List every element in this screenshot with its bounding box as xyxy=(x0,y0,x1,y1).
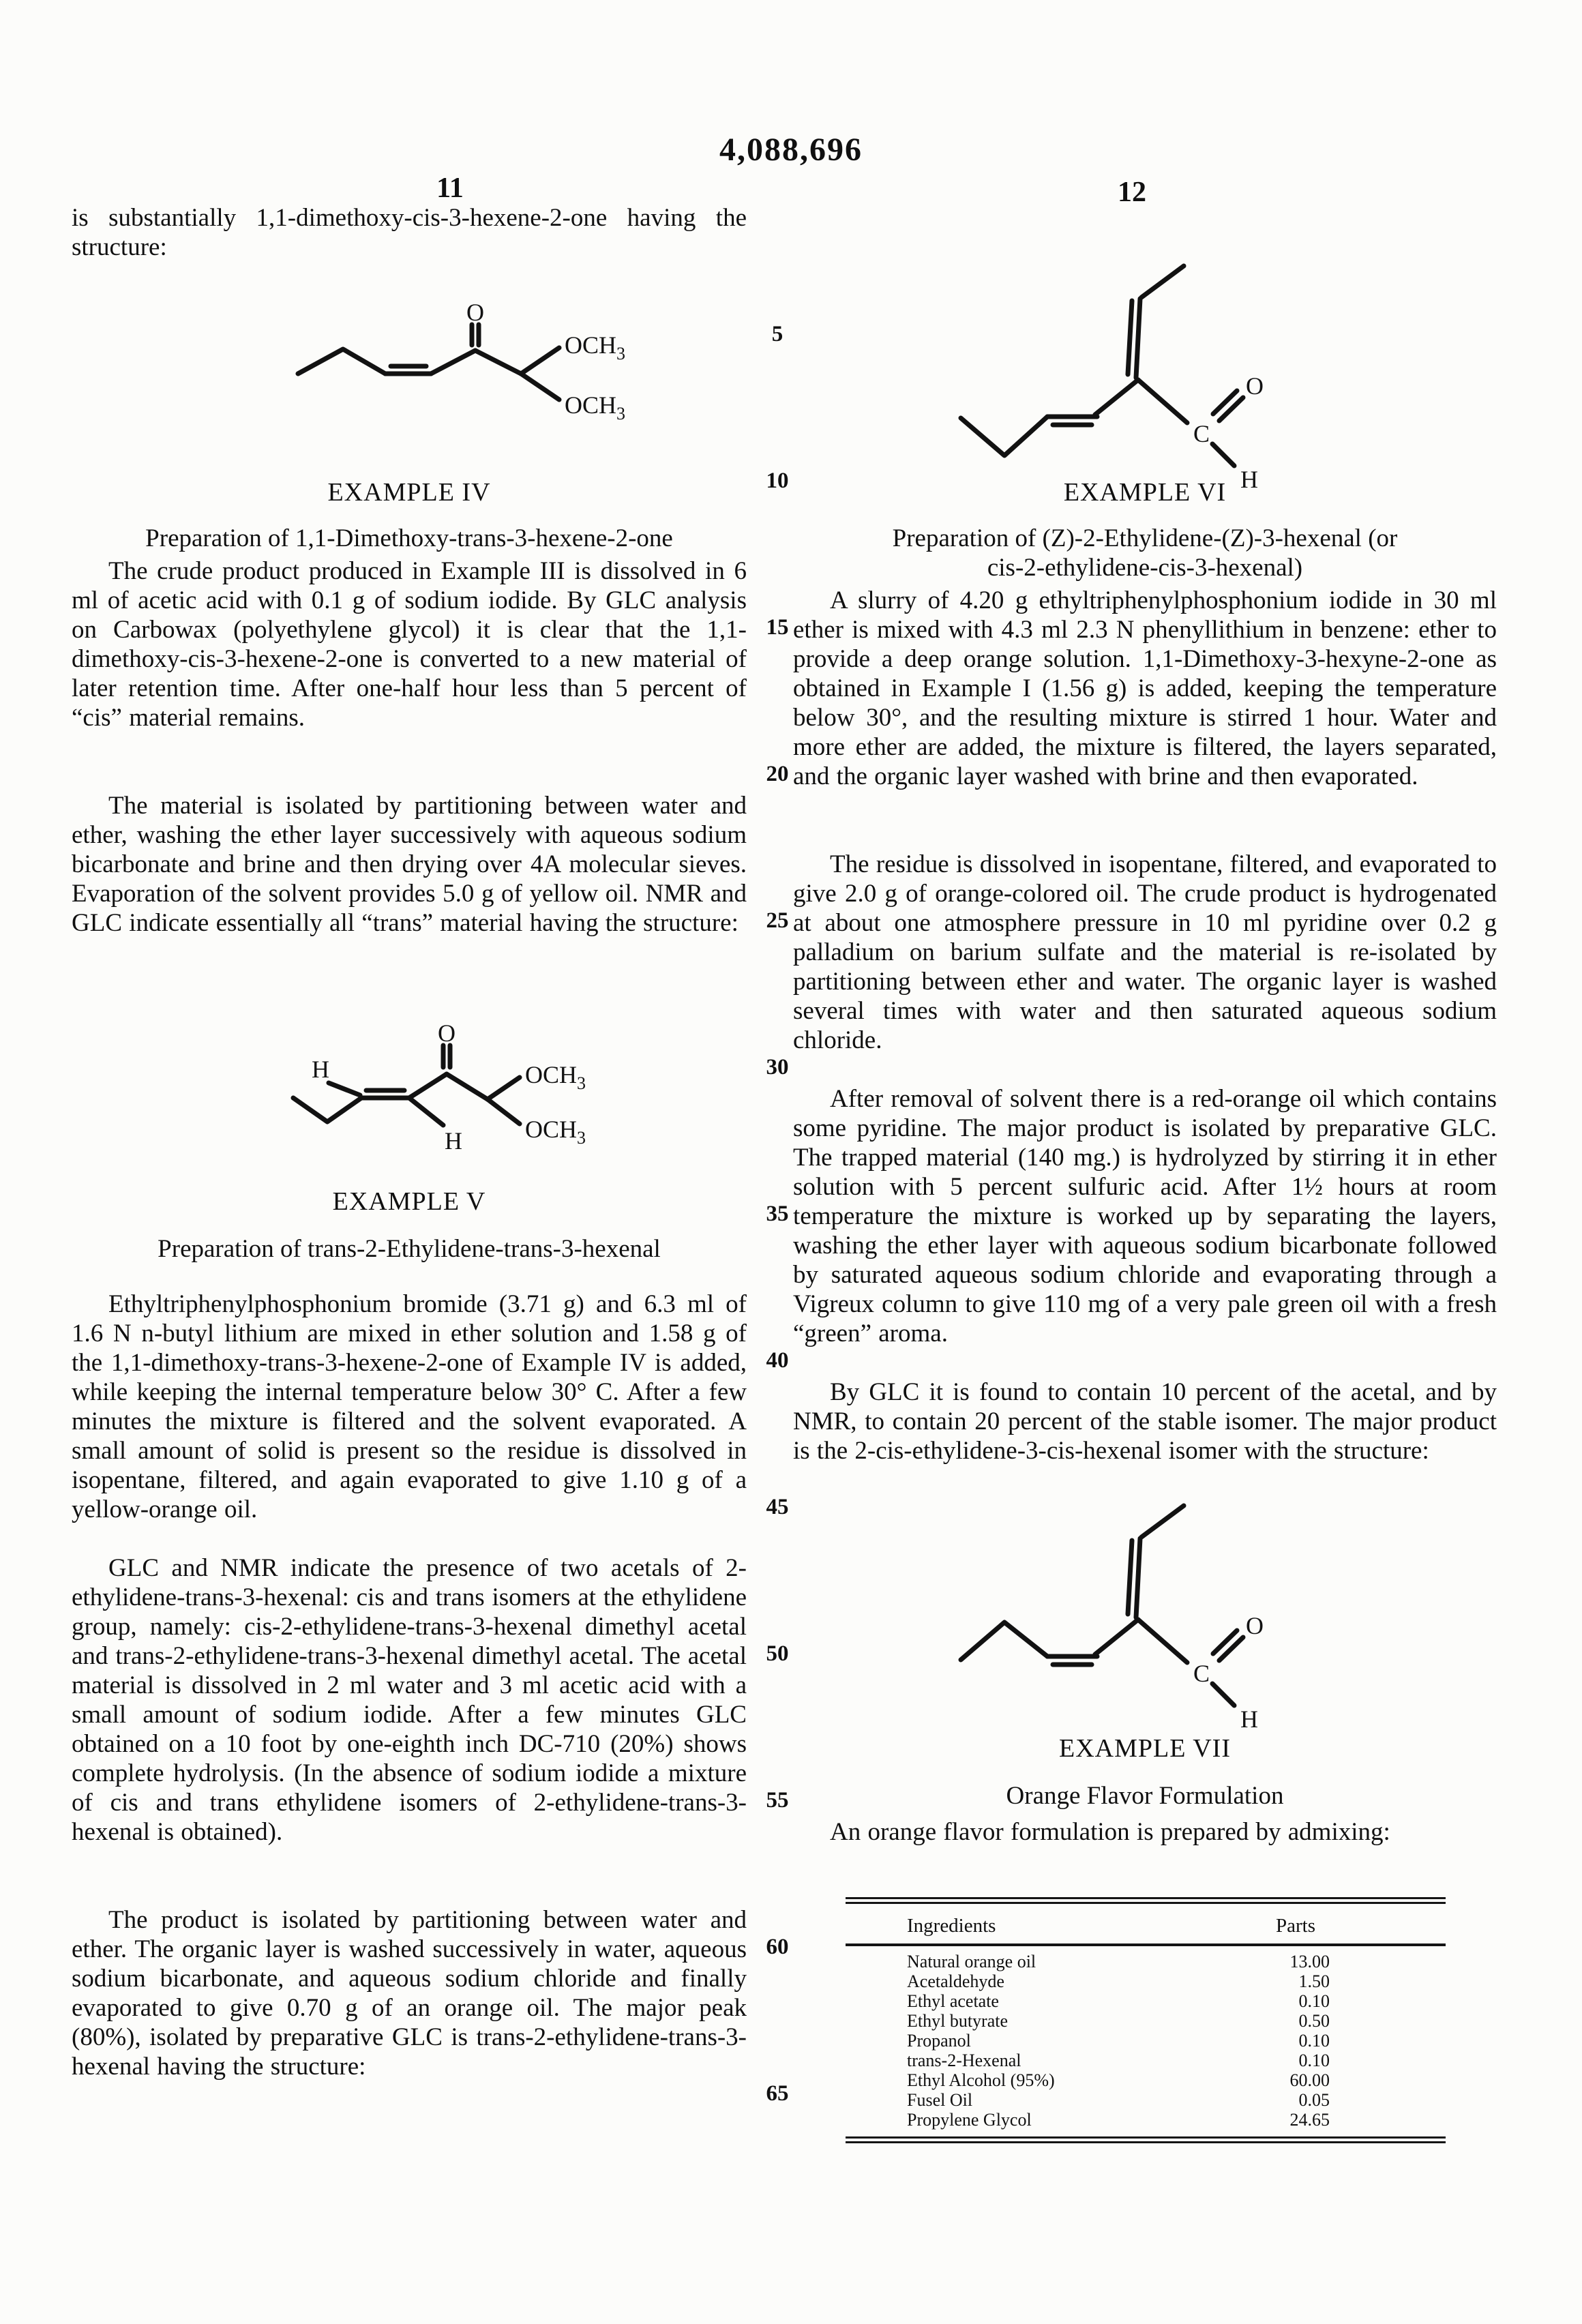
table-row xyxy=(846,2051,1446,2070)
ingredient-parts: 13.00 xyxy=(1289,1952,1330,1971)
gutter-line-number: 30 xyxy=(766,1055,789,1079)
ingredient-name: Natural orange oil xyxy=(907,1952,1036,1971)
paragraph-example-v-1: Ethyltriphenylphosphonium bromide (3.71 g) and 6.3 ml of 1.6 N n-butyl lithium are mixed in ether solution and 1.58 g of the 1,1-dimethoxy-trans-3-hexene-2-one of Example IV is added, while keeping the internal temperature below 30° C. After a few minutes the mixture is filtered and the solvent evaporated. A small amount of solid is present so the residue is dissolved in isopentane, filtered, and again evaporated to give 1.10 g of a yellow-orange oil. xyxy=(72,1290,747,1523)
ingredient-name: Propanol xyxy=(907,2031,971,2051)
ingredient-name: trans-2-Hexenal xyxy=(907,2051,1021,2070)
heading-example-vi: EXAMPLE VI xyxy=(1063,478,1227,507)
structure-trans-ethylidene-trans-hexenal xyxy=(961,266,1264,493)
methoxy-label-top: $OCH_3$ xyxy=(565,331,626,363)
paragraph-example-iv-2: The material is isolated by partitioning between water and ether, washing the ether layer successively with aqueous sodium bicarbonate and brine and then drying over 4A molecular sieves. Evaporation of the solvent provides 5.0 g of yellow oil. NMR and GLC indicate essentially all “trans” material having the structure: xyxy=(72,792,747,937)
column-number-right: 12 xyxy=(1118,177,1146,208)
structure-dimethoxy-cis-hexenone xyxy=(298,299,625,423)
ingredient-parts: 24.65 xyxy=(1289,2110,1330,2130)
carbon-label: C xyxy=(1193,420,1210,447)
paragraph-example-vi-1: A slurry of 4.20 g ethyltriphenylphosphonium iodide in 30 ml ether is mixed with 4.3 ml 2.3 N phenyllithium in benzene: ether to provide a deep orange solution. 1,1-Dimethoxy-3-hexyne-2-one as obtained in Example I (1.56 g) is added, keeping the temperature below 30°, and the resulting mixture is stirred 1 hour. Water and more ether are added, the mixture is filtered, the layers separated, and the organic layer washed with brine and then evaporated. xyxy=(793,586,1497,790)
gutter-line-number: 15 xyxy=(766,615,789,640)
table-header-ingredients: Ingredients xyxy=(907,1915,996,1937)
subheading-example-vi-line2: cis-2-ethylidene-cis-3-hexenal) xyxy=(987,554,1303,582)
gutter-line-number: 20 xyxy=(766,762,789,786)
hydrogen-label-bottom: H xyxy=(445,1127,462,1154)
table-row xyxy=(846,2070,1446,2090)
ingredient-parts: 60.00 xyxy=(1289,2070,1330,2090)
paragraph-example-vi-3: After removal of solvent there is a red-orange oil which contains some pyridine. The major product is isolated by preparative GLC. The trapped material (140 mg.) is hydrolyzed by stirring it in ether solution with 5 percent sulfuric acid. After 1½ hours at room temperature the mixture is worked up by separating the layers, washing the ether layer with aqueous sodium bicarbonate followed by saturated aqueous sodium chloride and evaporating through a Vigreux column to give 110 mg of a very pale green oil with a fresh “green” aroma. xyxy=(793,1085,1497,1347)
heading-example-iv: EXAMPLE IV xyxy=(327,478,491,507)
paragraph-intro: is substantially 1,1-dimethoxy-cis-3-hexene-2-one having the structure: xyxy=(72,204,747,261)
paragraph-example-v-2: GLC and NMR indicate the presence of two acetals of 2-ethylidene-trans-3-hexenal: cis and trans isomers at the ethylidene group, namely: cis-2-ethylidene-trans-3-hexenal dimethyl acetal and trans-2-ethylidene-trans-3-hexenal dimethyl acetal. The acetal material is dissolved in 2 ml water and 3 ml acetic acid with a small amount of sodium iodide. After a few minutes GLC obtained on a 10 foot by one-eighth inch DC-710 (20%) shows complete hydrolysis. (In the absence of sodium iodide a mixture of cis and trans ethylidene isomers of 2-ethylidene-trans-3-hexenal is obtained). xyxy=(72,1554,747,1846)
paragraph-example-iv-1: The crude product produced in Example III is dissolved in 6 ml of acetic acid with 0.1 g of sodium iodide. By GLC analysis on Carbowax (polyethylene glycol) it is clear that the 1,1-dimethoxy-cis-3-hexene-2-one is converted to a new material of later retention time. After one-half hour less than 5 percent of “cis” material remains. xyxy=(72,557,747,732)
gutter-line-number: 50 xyxy=(766,1641,789,1666)
ingredient-name: Fusel Oil xyxy=(907,2090,973,2110)
structure-dimethoxy-trans-hexenone xyxy=(293,1019,586,1154)
patent-number: 4,088,696 xyxy=(719,132,863,168)
oxygen-label: O xyxy=(1246,1612,1264,1639)
gutter-line-number: 65 xyxy=(766,2081,789,2106)
ingredient-name: Acetaldehyde xyxy=(907,1971,1004,1991)
oxygen-label: O xyxy=(466,299,484,326)
gutter-line-number: 60 xyxy=(766,1935,789,1959)
methoxy-label-bottom: $OCH_3$ xyxy=(525,1116,586,1148)
subheading-example-vii: Orange Flavor Formulation xyxy=(1006,1782,1284,1810)
ingredient-name: Ethyl butyrate xyxy=(907,2011,1009,2031)
oxygen-label: O xyxy=(1246,372,1264,400)
table-row xyxy=(846,2090,1446,2110)
subheading-example-iv: Preparation of 1,1-Dimethoxy-trans-3-hexene-2-one xyxy=(145,524,673,552)
paragraph-example-v-3: The product is isolated by partitioning between water and ether. The organic layer is washed successively in water, aqueous sodium bicarbonate, and aqueous sodium chloride and finally evaporated to give 0.70 g of an orange oil. The major peak (80%), isolated by preparative GLC is trans-2-ethylidene-trans-3-hexenal having the structure: xyxy=(72,1906,747,2081)
paragraph-example-vi-4: By GLC it is found to contain 10 percent of the acetal, and by NMR, to contain 20 percent of the stable isomer. The major product is the 2-cis-ethylidene-3-cis-hexenal isomer with the structure: xyxy=(793,1378,1497,1465)
table-row xyxy=(846,1991,1446,2011)
paragraph-example-vi-2: The residue is dissolved in isopentane, filtered, and evaporated to give 2.0 g of orange-colored oil. The crude product is hydrogenated at about one atmosphere pressure in 10 ml pyridine over 0.2 g palladium on barium sulfate and the material is re-isolated by partitioning between ether and water. The organic layer is washed several times with water and then saturated aqueous sodium chloride. xyxy=(793,850,1497,1054)
gutter-line-number: 10 xyxy=(766,468,789,493)
table-header-row xyxy=(846,1904,1446,1943)
ingredient-parts: 0.10 xyxy=(1298,2031,1330,2051)
carbon-label: C xyxy=(1193,1660,1210,1687)
hydrogen-label: H xyxy=(1240,466,1258,493)
oxygen-label: O xyxy=(438,1019,456,1047)
gutter-line-number: 25 xyxy=(766,908,789,933)
table-header-parts: Parts xyxy=(1276,1915,1315,1937)
column-number-left: 11 xyxy=(436,173,464,204)
ingredient-parts: 1.50 xyxy=(1298,1971,1330,1991)
table-top-rule xyxy=(846,1897,1446,1904)
table-row xyxy=(846,2011,1446,2031)
gutter-line-number: 55 xyxy=(766,1788,789,1813)
structure-cis-ethylidene-cis-hexenal xyxy=(961,1506,1264,1733)
ingredients-table xyxy=(846,1897,1446,2143)
gutter-line-number: 5 xyxy=(771,322,783,346)
ingredient-parts: 0.10 xyxy=(1298,2051,1330,2070)
subheading-example-vi-line1: Preparation of (Z)-2-Ethylidene-(Z)-3-hexenal (or xyxy=(892,524,1398,552)
gutter-line-number: 40 xyxy=(766,1348,789,1373)
table-row xyxy=(846,2031,1446,2051)
heading-example-vii: EXAMPLE VII xyxy=(1058,1734,1231,1763)
table-row xyxy=(846,1952,1446,1971)
methoxy-label-top: $OCH_3$ xyxy=(525,1061,586,1093)
ingredient-name: Ethyl acetate xyxy=(907,1991,999,2011)
subheading-example-v: Preparation of trans-2-Ethylidene-trans-3-hexenal xyxy=(158,1235,661,1263)
table-row xyxy=(846,2110,1446,2130)
ingredient-name: Ethyl Alcohol (95%) xyxy=(907,2070,1055,2090)
ingredient-parts: 0.05 xyxy=(1298,2090,1330,2110)
paragraph-example-vii-1: An orange flavor formulation is prepared by admixing: xyxy=(830,1818,1390,1846)
heading-example-v: EXAMPLE V xyxy=(332,1187,486,1216)
ingredient-parts: 0.50 xyxy=(1298,2011,1330,2031)
hydrogen-label-top-left: H xyxy=(312,1056,329,1083)
hydrogen-label: H xyxy=(1240,1705,1258,1733)
table-row xyxy=(846,1971,1446,1991)
gutter-line-number: 35 xyxy=(766,1202,789,1226)
gutter-line-number: 45 xyxy=(766,1495,789,1519)
table-bottom-rule xyxy=(846,2136,1446,2143)
ingredient-parts: 0.10 xyxy=(1298,1991,1330,2011)
table-body xyxy=(846,1946,1446,2136)
ingredient-name: Propylene Glycol xyxy=(907,2110,1032,2130)
methoxy-label-bottom: $OCH_3$ xyxy=(565,391,626,423)
